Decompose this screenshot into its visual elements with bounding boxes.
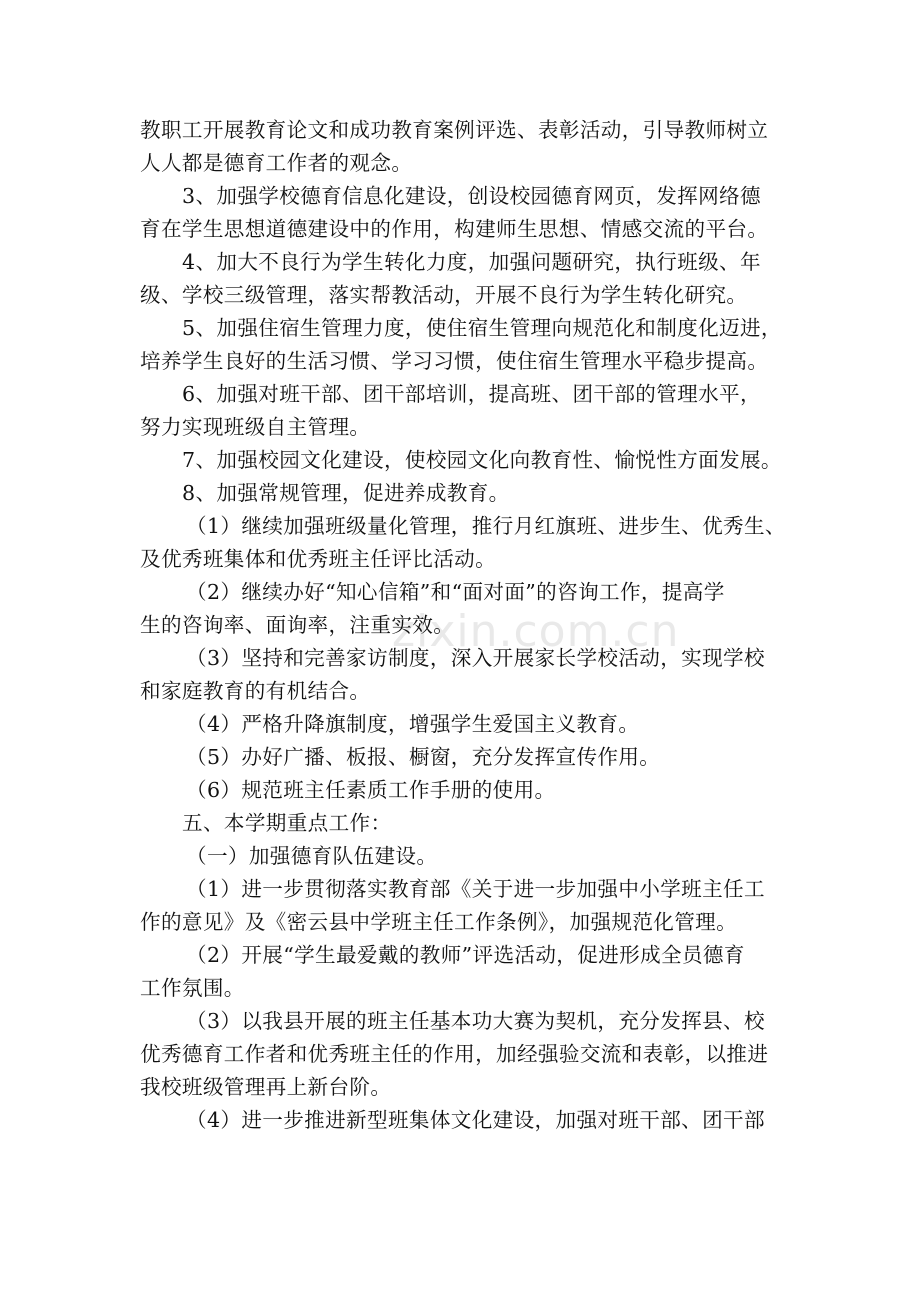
text-line: 作的意见》及《密云县中学班主任工作条例》，加强规范化管理。 <box>140 910 738 934</box>
text-line: （1）继续加强班级量化管理，推行月红旗班、进步生、优秀生、 <box>186 514 786 538</box>
text-line: 育在学生思想道德建设中的作用，构建师生思想、情感交流的平台。 <box>140 217 769 241</box>
text-line: （4）严格升降旗制度，增强学生爱国主义教育。 <box>186 712 640 736</box>
text-line: 和家庭教育的有机结合。 <box>140 679 371 703</box>
text-line: （2）继续办好“知心信箱”和“面对面”的咨询工作，提高学 <box>186 580 725 604</box>
text-line: （6）规范班主任素质工作手册的使用。 <box>186 778 556 802</box>
text-line: （5）办好广播、板报、橱窗，充分发挥宣传作用。 <box>186 745 661 769</box>
text-line: 6、加强对班干部、团干部培训，提高班、团干部的管理水平， <box>182 382 761 406</box>
text-line: 教职工开展教育论文和成功教育案例评选、表彰活动，引导教师树立 <box>140 118 769 142</box>
text-line: 及优秀班集体和优秀班主任评比活动。 <box>140 547 497 571</box>
text-line: 5、加强住宿生管理力度，使住宿生管理向规范化和制度化迈进， <box>182 316 782 340</box>
text-line: （4）进一步推进新型班集体文化建设，加强对班干部、团干部 <box>186 1108 765 1132</box>
text-line: 4、加大不良行为学生转化力度，加强问题研究，执行班级、年 <box>182 250 761 274</box>
text-line: 培养学生良好的生活习惯、学习习惯，使住宿生管理水平稳步提高。 <box>140 349 769 373</box>
watermark: zixin.com.cn <box>392 606 680 657</box>
text-line: （3）以我县开展的班主任基本功大赛为契机，充分发挥县、校 <box>186 1009 765 1033</box>
text-line: 3、加强学校德育信息化建设，创设校园德育网页，发挥网络德 <box>182 184 761 208</box>
text-line: 8、加强常规管理，促进养成教育。 <box>182 481 510 505</box>
document-body <box>140 114 800 1137</box>
text-line: （2）开展“学生最爱戴的教师”评选活动，促进形成全员德育 <box>186 943 745 967</box>
text-line: 优秀德育工作者和优秀班主任的作用，加经强验交流和表彰，以推进 <box>140 1042 769 1066</box>
text-line: 人人都是德育工作者的观念。 <box>140 151 413 175</box>
text-line: 我校班级管理再上新台阶。 <box>140 1075 392 1099</box>
text-line: 级、学校三级管理，落实帮教活动，开展不良行为学生转化研究。 <box>140 283 748 307</box>
text-line: （1）进一步贯彻落实教育部《关于进一步加强中小学班主任工 <box>186 877 765 901</box>
text-line: 努力实现班级自主管理。 <box>140 415 371 439</box>
text-line: 7、加强校园文化建设，使校园文化向教育性、愉悦性方面发展。 <box>182 448 782 472</box>
text-line: 工作氛围。 <box>140 976 245 1000</box>
text-line: （3）坚持和完善家访制度，深入开展家长学校活动，实现学校 <box>186 646 765 670</box>
subsection-heading: （一）加强德育队伍建设。 <box>186 844 438 868</box>
section-heading: 五、本学期重点工作： <box>182 811 392 835</box>
text-line: 生的咨询率、面询率，注重实效。 <box>140 613 455 637</box>
